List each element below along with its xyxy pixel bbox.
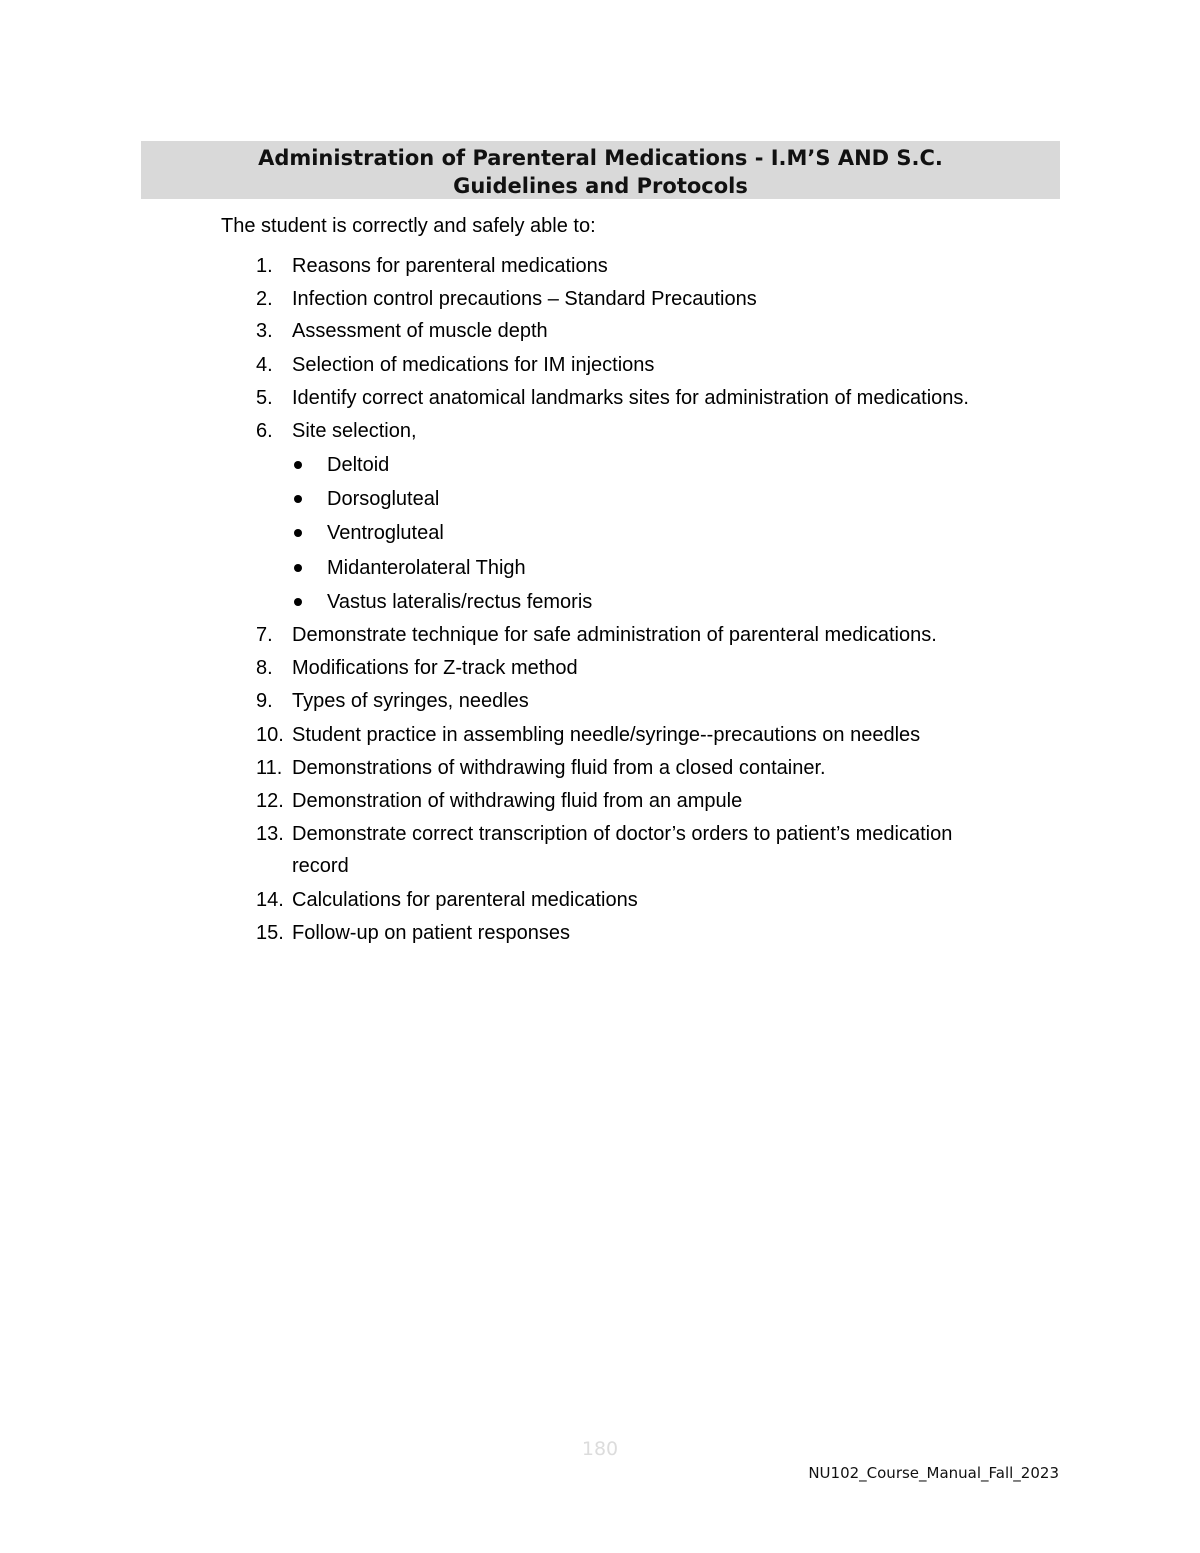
list-item-text: Identify correct anatomical landmarks sites for administration of medications. <box>292 387 969 409</box>
list-item-text: Follow-up on patient responses <box>292 922 570 944</box>
list-item-text-continued: record <box>292 855 349 877</box>
list-item-number: 15. <box>256 922 284 944</box>
list-item-text: Modifications for Z-track method <box>292 657 578 679</box>
title-line-2: Guidelines and Protocols <box>453 174 748 198</box>
list-item-text: Site selection, <box>292 420 417 442</box>
list-item-number: 13. <box>256 823 284 845</box>
bullet-icon <box>294 598 302 606</box>
list-item-number: 4. <box>256 354 273 376</box>
list-item-number: 9. <box>256 690 273 712</box>
list-item-number: 11. <box>256 757 283 779</box>
list-item-text: Demonstrate technique for safe administration of parenteral medications. <box>292 624 937 646</box>
list-item-number: 14. <box>256 889 284 911</box>
list-item-number: 8. <box>256 657 273 679</box>
bullet-icon <box>294 564 302 572</box>
list-item-text: Calculations for parenteral medications <box>292 889 638 911</box>
list-item-text: Infection control precautions – Standard Precautions <box>292 288 757 310</box>
site-name: Vastus lateralis/rectus femoris <box>327 591 593 613</box>
footer-text: NU102_Course_Manual_Fall_2023 <box>808 1464 1059 1482</box>
list-item-number: 10. <box>256 724 284 746</box>
site-name: Ventrogluteal <box>327 522 444 544</box>
list-item-text: Demonstrations of withdrawing fluid from a closed container. <box>292 757 826 779</box>
site-name: Dorsogluteal <box>327 488 440 510</box>
bullet-icon <box>294 461 302 469</box>
list-item-number: 7. <box>256 624 273 646</box>
list-item-text: Student practice in assembling needle/syringe--precautions on needles <box>292 724 921 746</box>
list-item-number: 3. <box>256 320 273 342</box>
site-name: Midanterolateral Thigh <box>327 557 526 579</box>
list-item-number: 5. <box>256 387 273 409</box>
site-name: Deltoid <box>327 454 390 476</box>
list-item-text: Demonstrate correct transcription of doctor’s orders to patient’s medication <box>292 823 953 845</box>
bullet-icon <box>294 495 302 503</box>
list-item-number: 1. <box>256 255 273 277</box>
list-item-number: 12. <box>256 790 284 812</box>
list-item-text: Reasons for parenteral medications <box>292 255 608 277</box>
intro-text: The student is correctly and safely able to: <box>221 215 596 237</box>
page-number: 180 <box>581 1438 619 1460</box>
list-item-number: 6. <box>256 420 273 442</box>
list-item-number: 2. <box>256 288 273 310</box>
title-line-1: Administration of Parenteral Medications - I.M’S AND S.C. <box>258 146 943 170</box>
list-item-text: Demonstration of withdrawing fluid from an ampule <box>292 790 743 812</box>
bullet-icon <box>294 529 302 537</box>
list-item-text: Selection of medications for IM injections <box>292 354 655 376</box>
list-item-text: Types of syringes, needles <box>292 690 529 712</box>
list-item-text: Assessment of muscle depth <box>292 320 548 342</box>
